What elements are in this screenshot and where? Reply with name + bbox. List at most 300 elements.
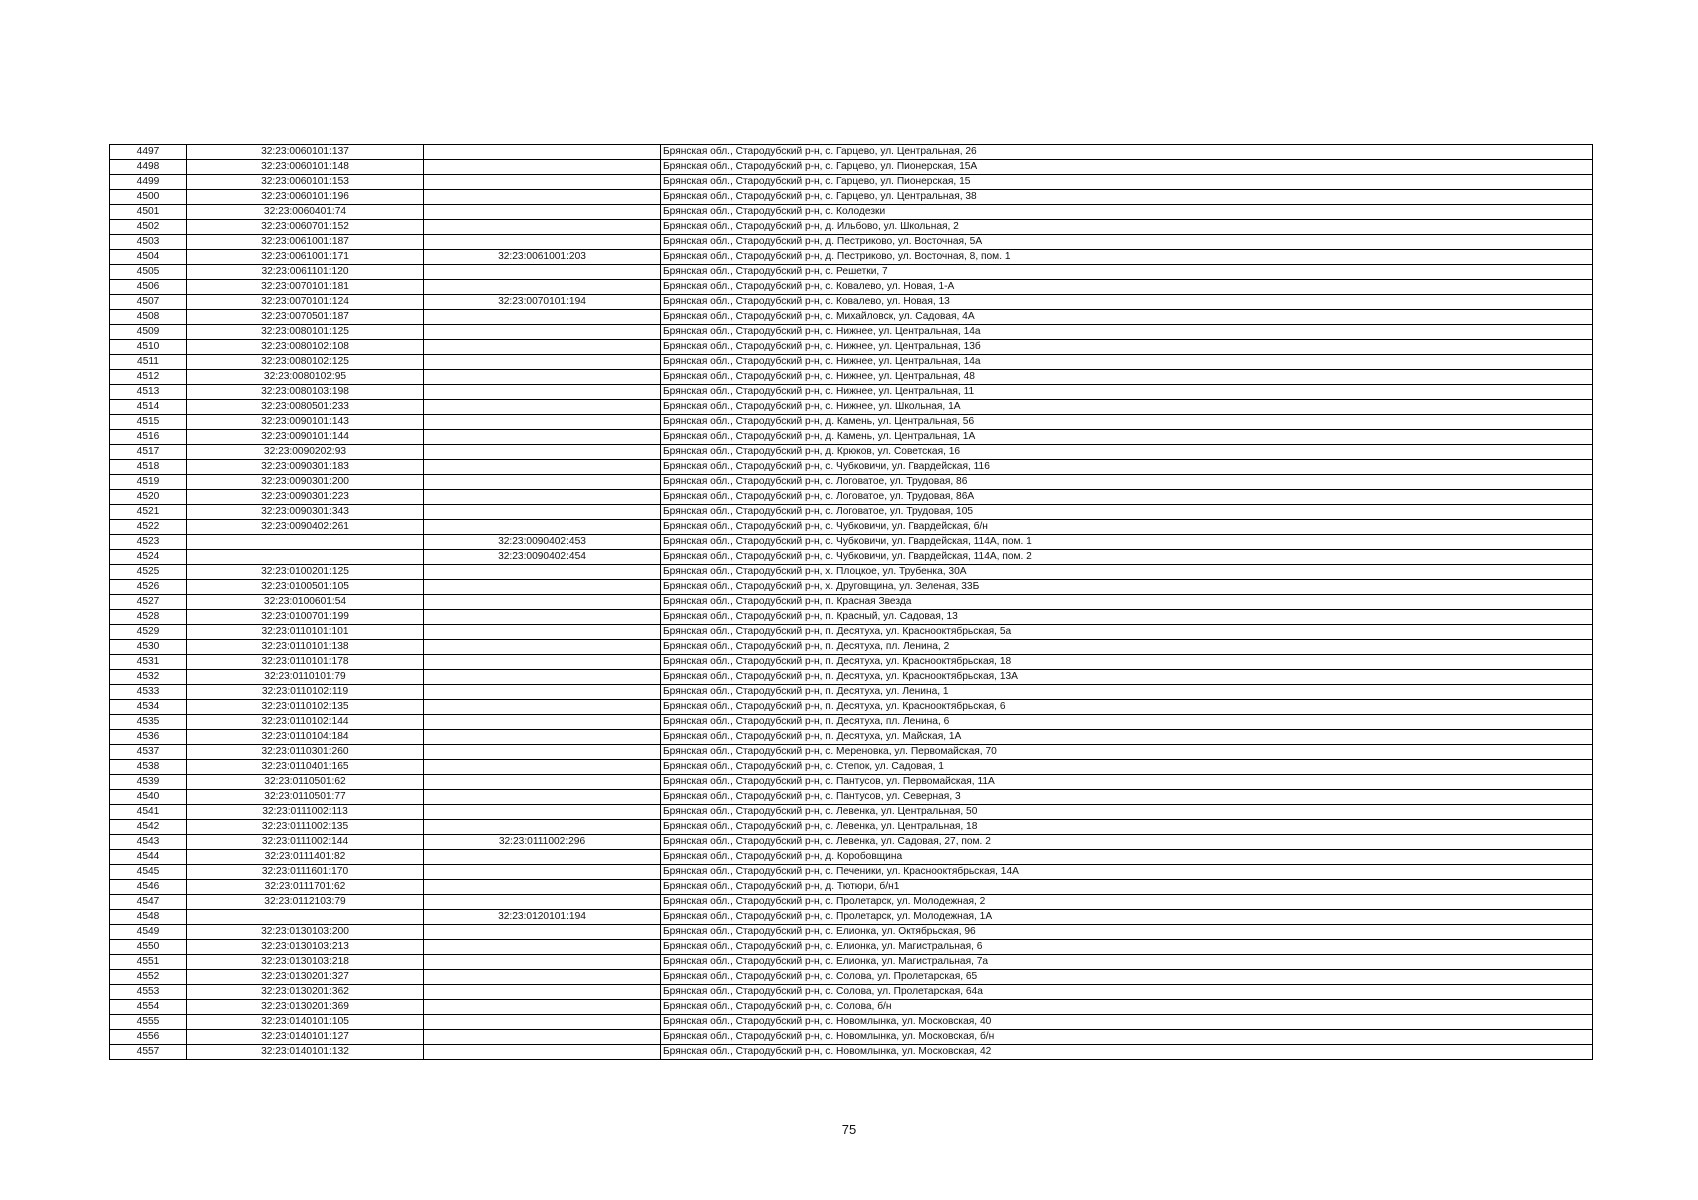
cadastral-number-cell: 32:23:0090301:343 — [187, 505, 424, 520]
cadastral-number-premises-cell — [424, 850, 661, 865]
cadastral-number-premises-cell — [424, 925, 661, 940]
cadastral-number-premises-cell — [424, 520, 661, 535]
row-number-cell: 4508 — [110, 310, 187, 325]
table-row — [110, 445, 1593, 460]
row-number-cell: 4511 — [110, 355, 187, 370]
row-number-cell: 4542 — [110, 820, 187, 835]
row-number-cell: 4502 — [110, 220, 187, 235]
cadastral-number-cell: 32:23:0090301:183 — [187, 460, 424, 475]
cadastral-number-cell: 32:23:0060401:74 — [187, 205, 424, 220]
cadastral-number-cell: 32:23:0080102:108 — [187, 340, 424, 355]
address-cell: Брянская обл., Стародубский р-н, д. Пестриково, ул. Восточная, 8, пом. 1 — [661, 250, 1593, 265]
table-row — [110, 910, 1593, 925]
table-row — [110, 1015, 1593, 1030]
address-cell: Брянская обл., Стародубский р-н, п. Красная Звезда — [661, 595, 1593, 610]
address-cell: Брянская обл., Стародубский р-н, с. Солова, ул. Пролетарская, 65 — [661, 970, 1593, 985]
cadastral-number-premises-cell: 32:23:0070101:194 — [424, 295, 661, 310]
table-row — [110, 535, 1593, 550]
table-row — [110, 985, 1593, 1000]
cadastral-number-premises-cell — [424, 655, 661, 670]
address-cell: Брянская обл., Стародубский р-н, с. Чубковичи, ул. Гвардейская, 116 — [661, 460, 1593, 475]
address-cell: Брянская обл., Стародубский р-н, с. Михайловск, ул. Садовая, 4А — [661, 310, 1593, 325]
row-number-cell: 4534 — [110, 700, 187, 715]
row-number-cell: 4522 — [110, 520, 187, 535]
table-row — [110, 835, 1593, 850]
address-cell: Брянская обл., Стародубский р-н, с. Елионка, ул. Магистральная, 7а — [661, 955, 1593, 970]
cadastral-number-premises-cell: 32:23:0111002:296 — [424, 835, 661, 850]
cadastral-number-premises-cell — [424, 940, 661, 955]
cadastral-number-premises-cell — [424, 820, 661, 835]
cadastral-number-cell: 32:23:0110104:184 — [187, 730, 424, 745]
address-cell: Брянская обл., Стародубский р-н, д. Тютюри, б/н1 — [661, 880, 1593, 895]
address-cell: Брянская обл., Стародубский р-н, с. Логоватое, ул. Трудовая, 86А — [661, 490, 1593, 505]
address-cell: Брянская обл., Стародубский р-н, с. Пролетарск, ул. Молодежная, 1А — [661, 910, 1593, 925]
cadastral-number-cell: 32:23:0100701:199 — [187, 610, 424, 625]
cadastral-number-cell: 32:23:0090402:261 — [187, 520, 424, 535]
row-number-cell: 4507 — [110, 295, 187, 310]
row-number-cell: 4505 — [110, 265, 187, 280]
row-number-cell: 4503 — [110, 235, 187, 250]
table-row — [110, 685, 1593, 700]
cadastral-number-premises-cell — [424, 355, 661, 370]
row-number-cell: 4510 — [110, 340, 187, 355]
cadastral-number-cell: 32:23:0100201:125 — [187, 565, 424, 580]
cadastral-number-premises-cell — [424, 385, 661, 400]
cadastral-number-cell: 32:23:0110102:144 — [187, 715, 424, 730]
table-row — [110, 310, 1593, 325]
address-cell: Брянская обл., Стародубский р-н, п. Десятуха, ул. Краснооктябрьская, 13А — [661, 670, 1593, 685]
row-number-cell: 4516 — [110, 430, 187, 445]
row-number-cell: 4501 — [110, 205, 187, 220]
row-number-cell: 4509 — [110, 325, 187, 340]
cadastral-number-cell — [187, 535, 424, 550]
cadastral-number-premises-cell — [424, 475, 661, 490]
table-row — [110, 565, 1593, 580]
address-cell: Брянская обл., Стародубский р-н, п. Десятуха, ул. Краснооктябрьская, 18 — [661, 655, 1593, 670]
cadastral-number-premises-cell — [424, 505, 661, 520]
address-cell: Брянская обл., Стародубский р-н, с. Новомлынка, ул. Московская, 40 — [661, 1015, 1593, 1030]
cadastral-number-premises-cell — [424, 985, 661, 1000]
cadastral-number-premises-cell — [424, 805, 661, 820]
table-row — [110, 280, 1593, 295]
address-cell: Брянская обл., Стародубский р-н, с. Печеники, ул. Краснооктябрьская, 14А — [661, 865, 1593, 880]
cadastral-number-cell: 32:23:0110101:101 — [187, 625, 424, 640]
row-number-cell: 4526 — [110, 580, 187, 595]
cadastral-number-cell: 32:23:0130201:362 — [187, 985, 424, 1000]
table-row — [110, 145, 1593, 160]
table-row — [110, 400, 1593, 415]
address-cell: Брянская обл., Стародубский р-н, с. Нижнее, ул. Центральная, 14а — [661, 325, 1593, 340]
cadastral-number-cell: 32:23:0060101:137 — [187, 145, 424, 160]
table-row — [110, 595, 1593, 610]
table-row — [110, 745, 1593, 760]
address-cell: Брянская обл., Стародубский р-н, с. Гарцево, ул. Пионерская, 15 — [661, 175, 1593, 190]
table-row — [110, 760, 1593, 775]
cadastral-number-cell: 32:23:0110101:138 — [187, 640, 424, 655]
address-cell: Брянская обл., Стародубский р-н, с. Чубковичи, ул. Гвардейская, 114А, пом. 1 — [661, 535, 1593, 550]
address-cell: Брянская обл., Стародубский р-н, с. Логоватое, ул. Трудовая, 105 — [661, 505, 1593, 520]
address-cell: Брянская обл., Стародубский р-н, с. Колодезки — [661, 205, 1593, 220]
cadastral-number-premises-cell — [424, 175, 661, 190]
row-number-cell: 4521 — [110, 505, 187, 520]
cadastral-number-premises-cell: 32:23:0120101:194 — [424, 910, 661, 925]
row-number-cell: 4539 — [110, 775, 187, 790]
cadastral-number-cell: 32:23:0061001:187 — [187, 235, 424, 250]
cadastral-number-cell: 32:23:0130103:213 — [187, 940, 424, 955]
row-number-cell: 4555 — [110, 1015, 187, 1030]
table-row — [110, 730, 1593, 745]
cadastral-number-premises-cell — [424, 775, 661, 790]
address-cell: Брянская обл., Стародубский р-н, с. Мереновка, ул. Первомайская, 70 — [661, 745, 1593, 760]
cadastral-number-cell: 32:23:0110501:77 — [187, 790, 424, 805]
address-cell: Брянская обл., Стародубский р-н, с. Нижнее, ул. Школьная, 1А — [661, 400, 1593, 415]
table-row — [110, 970, 1593, 985]
cadastral-number-cell: 32:23:0080101:125 — [187, 325, 424, 340]
cadastral-number-cell: 32:23:0111701:62 — [187, 880, 424, 895]
row-number-cell: 4536 — [110, 730, 187, 745]
address-cell: Брянская обл., Стародубский р-н, с. Пролетарск, ул. Молодежная, 2 — [661, 895, 1593, 910]
cadastral-number-cell: 32:23:0110101:79 — [187, 670, 424, 685]
row-number-cell: 4524 — [110, 550, 187, 565]
cadastral-number-premises-cell — [424, 895, 661, 910]
cadastral-number-cell: 32:23:0111002:144 — [187, 835, 424, 850]
cadastral-number-cell: 32:23:0090301:200 — [187, 475, 424, 490]
cadastral-number-cell: 32:23:0110102:119 — [187, 685, 424, 700]
row-number-cell: 4523 — [110, 535, 187, 550]
row-number-cell: 4537 — [110, 745, 187, 760]
table-row — [110, 775, 1593, 790]
row-number-cell: 4557 — [110, 1045, 187, 1060]
cadastral-number-premises-cell — [424, 670, 661, 685]
row-number-cell: 4506 — [110, 280, 187, 295]
cadastral-number-cell: 32:23:0112103:79 — [187, 895, 424, 910]
table-row — [110, 805, 1593, 820]
row-number-cell: 4518 — [110, 460, 187, 475]
address-cell: Брянская обл., Стародубский р-н, с. Левенка, ул. Садовая, 27, пом. 2 — [661, 835, 1593, 850]
cadastral-number-premises-cell — [424, 640, 661, 655]
row-number-cell: 4544 — [110, 850, 187, 865]
cadastral-number-cell: 32:23:0140101:132 — [187, 1045, 424, 1060]
cadastral-number-premises-cell — [424, 1030, 661, 1045]
row-number-cell: 4552 — [110, 970, 187, 985]
row-number-cell: 4512 — [110, 370, 187, 385]
cadastral-number-cell: 32:23:0110102:135 — [187, 700, 424, 715]
cadastral-number-cell: 32:23:0110301:260 — [187, 745, 424, 760]
cadastral-number-premises-cell — [424, 685, 661, 700]
address-cell: Брянская обл., Стародубский р-н, с. Нижнее, ул. Центральная, 13б — [661, 340, 1593, 355]
row-number-cell: 4540 — [110, 790, 187, 805]
row-number-cell: 4528 — [110, 610, 187, 625]
row-number-cell: 4548 — [110, 910, 187, 925]
table-row — [110, 205, 1593, 220]
row-number-cell: 4517 — [110, 445, 187, 460]
address-cell: Брянская обл., Стародубский р-н, с. Ковалево, ул. Новая, 1-А — [661, 280, 1593, 295]
cadastral-number-cell: 32:23:0130201:369 — [187, 1000, 424, 1015]
cadastral-number-cell: 32:23:0111002:135 — [187, 820, 424, 835]
cadastral-number-premises-cell: 32:23:0061001:203 — [424, 250, 661, 265]
table-row — [110, 1045, 1593, 1060]
address-cell: Брянская обл., Стародубский р-н, д. Камень, ул. Центральная, 56 — [661, 415, 1593, 430]
table-row — [110, 1000, 1593, 1015]
table-row — [110, 325, 1593, 340]
cadastral-number-premises-cell — [424, 745, 661, 760]
table-row — [110, 340, 1593, 355]
row-number-cell: 4500 — [110, 190, 187, 205]
cadastral-number-premises-cell — [424, 1045, 661, 1060]
cadastral-number-cell: 32:23:0070101:124 — [187, 295, 424, 310]
cadastral-number-cell: 32:23:0111002:113 — [187, 805, 424, 820]
address-cell: Брянская обл., Стародубский р-н, с. Левенка, ул. Центральная, 50 — [661, 805, 1593, 820]
row-number-cell: 4532 — [110, 670, 187, 685]
address-cell: Брянская обл., Стародубский р-н, п. Десятуха, пл. Ленина, 2 — [661, 640, 1593, 655]
cadastral-number-premises-cell — [424, 610, 661, 625]
cadastral-number-premises-cell — [424, 280, 661, 295]
address-cell: Брянская обл., Стародубский р-н, п. Десятуха, ул. Ленина, 1 — [661, 685, 1593, 700]
cadastral-number-premises-cell — [424, 1000, 661, 1015]
cadastral-number-premises-cell — [424, 565, 661, 580]
address-cell: Брянская обл., Стародубский р-н, п. Десятуха, ул. Краснооктябрьская, 5а — [661, 625, 1593, 640]
row-number-cell: 4545 — [110, 865, 187, 880]
row-number-cell: 4504 — [110, 250, 187, 265]
cadastral-number-cell: 32:23:0100601:54 — [187, 595, 424, 610]
cadastral-number-cell: 32:23:0090101:144 — [187, 430, 424, 445]
row-number-cell: 4554 — [110, 1000, 187, 1015]
cadastral-number-premises-cell — [424, 235, 661, 250]
cadastral-number-cell: 32:23:0090301:223 — [187, 490, 424, 505]
address-cell: Брянская обл., Стародубский р-н, с. Решетки, 7 — [661, 265, 1593, 280]
row-number-cell: 4550 — [110, 940, 187, 955]
row-number-cell: 4551 — [110, 955, 187, 970]
address-cell: Брянская обл., Стародубский р-н, с. Пантусов, ул. Северная, 3 — [661, 790, 1593, 805]
cadastral-number-cell: 32:23:0111601:170 — [187, 865, 424, 880]
address-cell: Брянская обл., Стародубский р-н, с. Пантусов, ул. Первомайская, 11А — [661, 775, 1593, 790]
cadastral-number-premises-cell: 32:23:0090402:453 — [424, 535, 661, 550]
cadastral-number-premises-cell — [424, 865, 661, 880]
row-number-cell: 4514 — [110, 400, 187, 415]
row-number-cell: 4499 — [110, 175, 187, 190]
address-cell: Брянская обл., Стародубский р-н, х. Плоцкое, ул. Трубенка, 30А — [661, 565, 1593, 580]
address-cell: Брянская обл., Стародубский р-н, д. Коробовщина — [661, 850, 1593, 865]
address-cell: Брянская обл., Стародубский р-н, п. Десятуха, ул. Краснооктябрьская, 6 — [661, 700, 1593, 715]
cadastral-number-cell — [187, 910, 424, 925]
address-cell: Брянская обл., Стародубский р-н, с. Чубковичи, ул. Гвардейская, 114А, пом. 2 — [661, 550, 1593, 565]
cadastral-number-premises-cell — [424, 580, 661, 595]
table-row — [110, 295, 1593, 310]
table-row — [110, 610, 1593, 625]
address-cell: Брянская обл., Стародубский р-н, с. Нижнее, ул. Центральная, 48 — [661, 370, 1593, 385]
cadastral-number-cell: 32:23:0070101:181 — [187, 280, 424, 295]
table-row — [110, 355, 1593, 370]
address-cell: Брянская обл., Стародубский р-н, с. Новомлынка, ул. Московская, б/н — [661, 1030, 1593, 1045]
cadastral-number-cell: 32:23:0110401:165 — [187, 760, 424, 775]
address-cell: Брянская обл., Стародубский р-н, с. Солова, б/н — [661, 1000, 1593, 1015]
table-row — [110, 955, 1593, 970]
cadastral-number-premises-cell — [424, 145, 661, 160]
row-number-cell: 4556 — [110, 1030, 187, 1045]
cadastral-number-premises-cell — [424, 970, 661, 985]
address-cell: Брянская обл., Стародубский р-н, п. Десятуха, ул. Майская, 1А — [661, 730, 1593, 745]
table-row — [110, 715, 1593, 730]
address-cell: Брянская обл., Стародубский р-н, с. Левенка, ул. Центральная, 18 — [661, 820, 1593, 835]
row-number-cell: 4553 — [110, 985, 187, 1000]
table-row — [110, 505, 1593, 520]
table-row — [110, 385, 1593, 400]
cadastral-number-premises-cell — [424, 460, 661, 475]
cadastral-number-premises-cell — [424, 220, 661, 235]
table-row — [110, 790, 1593, 805]
table-row — [110, 265, 1593, 280]
table-row — [110, 370, 1593, 385]
cadastral-number-cell — [187, 550, 424, 565]
row-number-cell: 4541 — [110, 805, 187, 820]
row-number-cell: 4520 — [110, 490, 187, 505]
cadastral-number-premises-cell — [424, 415, 661, 430]
table-row — [110, 655, 1593, 670]
address-cell: Брянская обл., Стародубский р-н, д. Крюков, ул. Советская, 16 — [661, 445, 1593, 460]
cadastral-number-premises-cell — [424, 205, 661, 220]
cadastral-number-premises-cell — [424, 340, 661, 355]
cadastral-number-premises-cell — [424, 445, 661, 460]
row-number-cell: 4530 — [110, 640, 187, 655]
table-row — [110, 580, 1593, 595]
row-number-cell: 4515 — [110, 415, 187, 430]
cadastral-number-cell: 32:23:0070501:187 — [187, 310, 424, 325]
cadastral-number-premises-cell — [424, 880, 661, 895]
row-number-cell: 4513 — [110, 385, 187, 400]
cadastral-number-premises-cell — [424, 700, 661, 715]
table-row — [110, 490, 1593, 505]
table-row — [110, 175, 1593, 190]
table-row — [110, 550, 1593, 565]
address-cell: Брянская обл., Стародубский р-н, с. Степок, ул. Садовая, 1 — [661, 760, 1593, 775]
cadastral-number-cell: 32:23:0061001:171 — [187, 250, 424, 265]
cadastral-number-premises-cell — [424, 265, 661, 280]
cadastral-number-premises-cell — [424, 430, 661, 445]
cadastral-number-premises-cell — [424, 490, 661, 505]
table-row — [110, 430, 1593, 445]
cadastral-number-premises-cell — [424, 370, 661, 385]
cadastral-number-cell: 32:23:0140101:105 — [187, 1015, 424, 1030]
cadastral-number-cell: 32:23:0130103:218 — [187, 955, 424, 970]
address-cell: Брянская обл., Стародубский р-н, п. Десятуха, пл. Ленина, 6 — [661, 715, 1593, 730]
cadastral-number-premises-cell — [424, 625, 661, 640]
cadastral-number-premises-cell: 32:23:0090402:454 — [424, 550, 661, 565]
cadastral-number-premises-cell — [424, 1015, 661, 1030]
address-cell: Брянская обл., Стародубский р-н, с. Нижнее, ул. Центральная, 11 — [661, 385, 1593, 400]
row-number-cell: 4546 — [110, 880, 187, 895]
table-row — [110, 1030, 1593, 1045]
cadastral-number-premises-cell — [424, 715, 661, 730]
address-cell: Брянская обл., Стародубский р-н, д. Ильбово, ул. Школьная, 2 — [661, 220, 1593, 235]
cadastral-number-cell: 32:23:0100501:105 — [187, 580, 424, 595]
table-row — [110, 640, 1593, 655]
row-number-cell: 4529 — [110, 625, 187, 640]
cadastral-number-cell: 32:23:0130103:200 — [187, 925, 424, 940]
table-row — [110, 865, 1593, 880]
table-row — [110, 700, 1593, 715]
address-cell: Брянская обл., Стародубский р-н, с. Нижнее, ул. Центральная, 14а — [661, 355, 1593, 370]
address-cell: Брянская обл., Стародубский р-н, п. Красный, ул. Садовая, 13 — [661, 610, 1593, 625]
address-cell: Брянская обл., Стародубский р-н, с. Елионка, ул. Магистральная, 6 — [661, 940, 1593, 955]
address-cell: Брянская обл., Стародубский р-н, с. Новомлынка, ул. Московская, 42 — [661, 1045, 1593, 1060]
row-number-cell: 4497 — [110, 145, 187, 160]
property-table — [109, 144, 1593, 1060]
cadastral-number-cell: 32:23:0110501:62 — [187, 775, 424, 790]
cadastral-number-premises-cell — [424, 730, 661, 745]
cadastral-number-cell: 32:23:0080103:198 — [187, 385, 424, 400]
table-row — [110, 820, 1593, 835]
cadastral-number-premises-cell — [424, 325, 661, 340]
row-number-cell: 4527 — [110, 595, 187, 610]
table-row — [110, 415, 1593, 430]
address-cell: Брянская обл., Стародубский р-н, с. Гарцево, ул. Центральная, 26 — [661, 145, 1593, 160]
address-cell: Брянская обл., Стародубский р-н, с. Гарцево, ул. Пионерская, 15А — [661, 160, 1593, 175]
cadastral-number-cell: 32:23:0080501:233 — [187, 400, 424, 415]
cadastral-number-premises-cell — [424, 595, 661, 610]
address-cell: Брянская обл., Стародубский р-н, х. Друговщина, ул. Зеленая, 33Б — [661, 580, 1593, 595]
property-table-body — [110, 145, 1593, 1060]
table-row — [110, 895, 1593, 910]
cadastral-number-premises-cell — [424, 790, 661, 805]
address-cell: Брянская обл., Стародубский р-н, с. Солова, ул. Пролетарская, 64а — [661, 985, 1593, 1000]
row-number-cell: 4525 — [110, 565, 187, 580]
address-cell: Брянская обл., Стародубский р-н, с. Чубковичи, ул. Гвардейская, б/н — [661, 520, 1593, 535]
row-number-cell: 4547 — [110, 895, 187, 910]
cadastral-number-cell: 32:23:0060101:153 — [187, 175, 424, 190]
table-row — [110, 520, 1593, 535]
row-number-cell: 4533 — [110, 685, 187, 700]
table-row — [110, 235, 1593, 250]
cadastral-number-cell: 32:23:0110101:178 — [187, 655, 424, 670]
row-number-cell: 4519 — [110, 475, 187, 490]
address-cell: Брянская обл., Стародубский р-н, с. Логоватое, ул. Трудовая, 86 — [661, 475, 1593, 490]
cadastral-number-cell: 32:23:0140101:127 — [187, 1030, 424, 1045]
table-row — [110, 160, 1593, 175]
table-row — [110, 460, 1593, 475]
table-row — [110, 475, 1593, 490]
cadastral-number-cell: 32:23:0080102:125 — [187, 355, 424, 370]
table-row — [110, 190, 1593, 205]
row-number-cell: 4549 — [110, 925, 187, 940]
table-row — [110, 625, 1593, 640]
address-cell: Брянская обл., Стародубский р-н, с. Гарцево, ул. Центральная, 38 — [661, 190, 1593, 205]
table-row — [110, 850, 1593, 865]
cadastral-number-cell: 32:23:0060701:152 — [187, 220, 424, 235]
address-cell: Брянская обл., Стародубский р-н, д. Камень, ул. Центральная, 1А — [661, 430, 1593, 445]
table-row — [110, 880, 1593, 895]
address-cell: Брянская обл., Стародубский р-н, д. Пестриково, ул. Восточная, 5А — [661, 235, 1593, 250]
cadastral-number-cell: 32:23:0080102:95 — [187, 370, 424, 385]
cadastral-number-cell: 32:23:0061101:120 — [187, 265, 424, 280]
row-number-cell: 4543 — [110, 835, 187, 850]
cadastral-number-premises-cell — [424, 310, 661, 325]
cadastral-number-premises-cell — [424, 760, 661, 775]
row-number-cell: 4535 — [110, 715, 187, 730]
table-row — [110, 220, 1593, 235]
table-row — [110, 670, 1593, 685]
cadastral-number-cell: 32:23:0090202:93 — [187, 445, 424, 460]
cadastral-number-cell: 32:23:0060101:196 — [187, 190, 424, 205]
table-row — [110, 250, 1593, 265]
table-row — [110, 925, 1593, 940]
cadastral-number-premises-cell — [424, 190, 661, 205]
table-row — [110, 940, 1593, 955]
cadastral-number-cell: 32:23:0130201:327 — [187, 970, 424, 985]
row-number-cell: 4538 — [110, 760, 187, 775]
page-number: 75 — [841, 1122, 857, 1137]
row-number-cell: 4531 — [110, 655, 187, 670]
address-cell: Брянская обл., Стародубский р-н, с. Елионка, ул. Октябрьская, 96 — [661, 925, 1593, 940]
